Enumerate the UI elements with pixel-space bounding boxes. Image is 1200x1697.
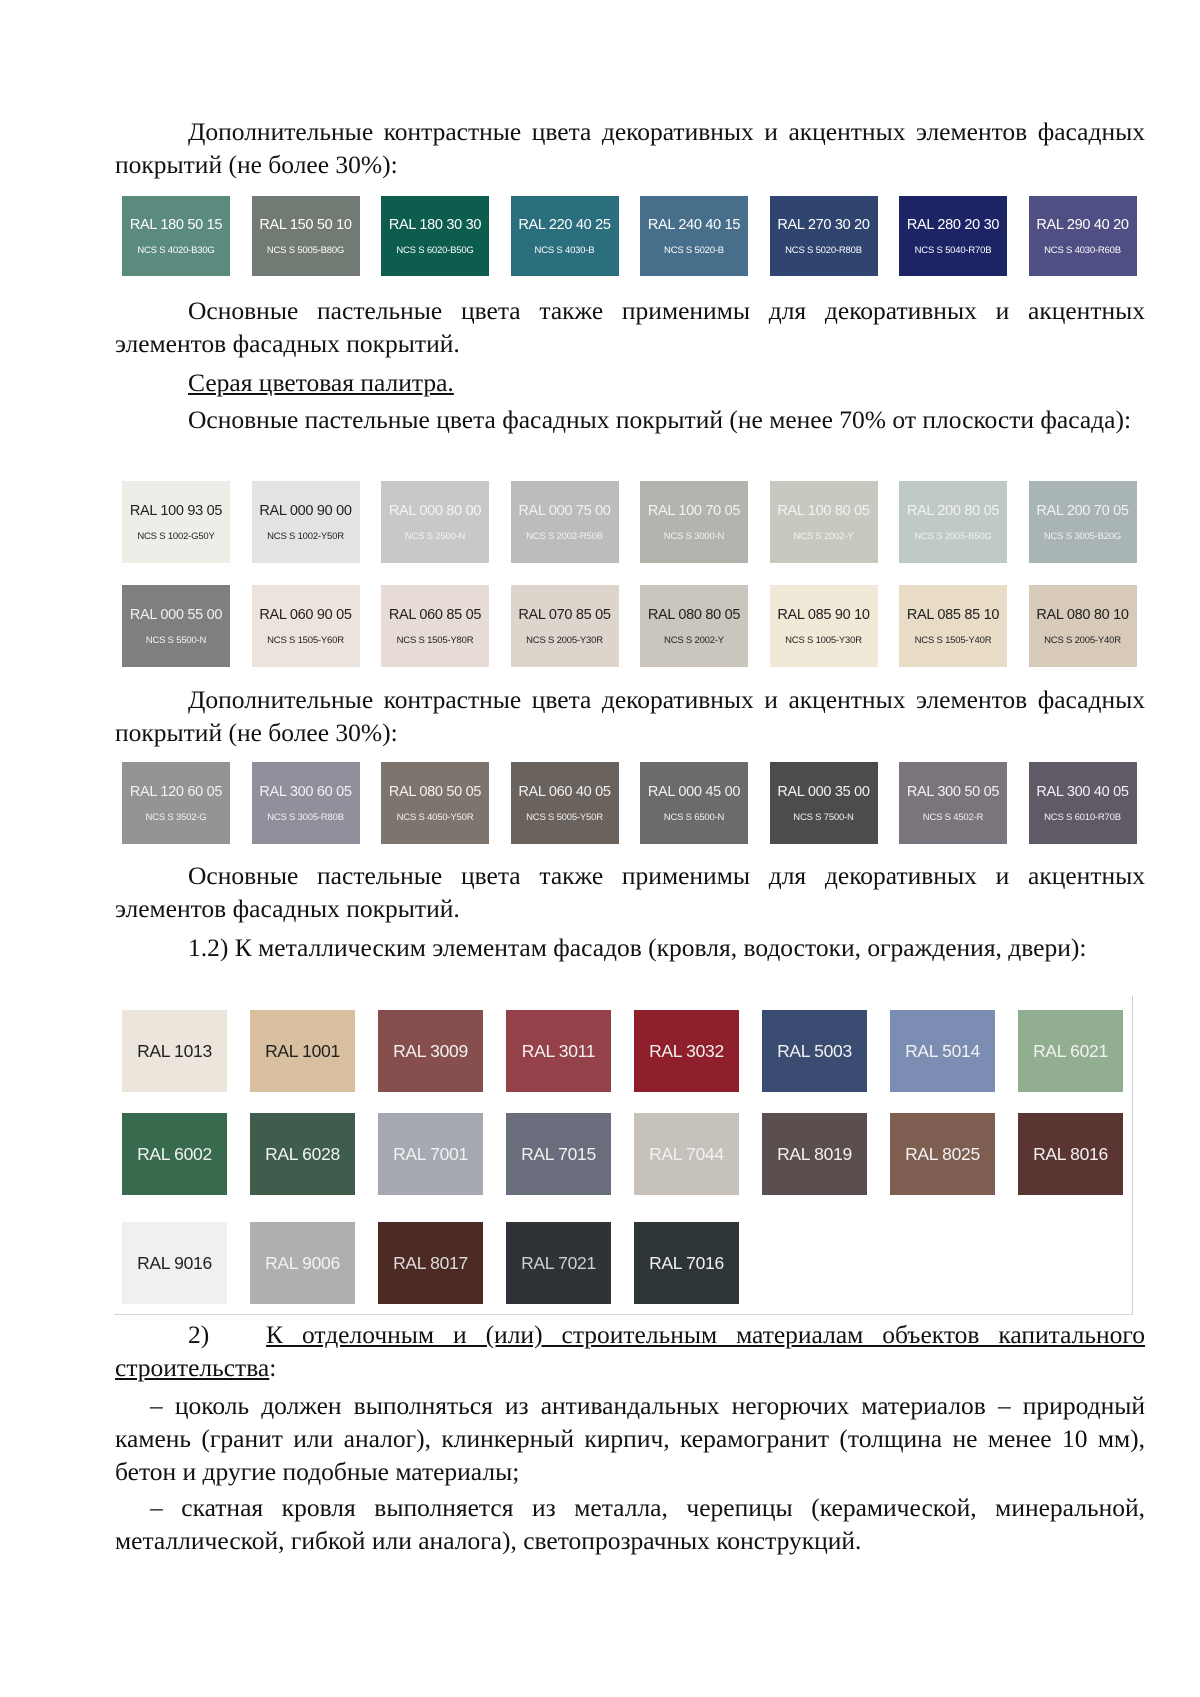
ral-code: RAL 100 80 05 [777, 502, 870, 519]
metal-color-swatch: RAL 8025 [890, 1113, 995, 1195]
color-swatch [899, 481, 1007, 563]
metal-color-swatch: RAL 3011 [506, 1010, 611, 1092]
metal-color-swatch: RAL 9006 [250, 1222, 355, 1304]
ncs-code: NCS S 5020-B [664, 244, 724, 256]
metal-color-swatch: RAL 8016 [1018, 1113, 1123, 1195]
ral-code: RAL 060 40 05 [518, 783, 611, 800]
color-swatch [1029, 585, 1137, 667]
color-swatch [640, 762, 748, 844]
ral-code: RAL 100 70 05 [647, 502, 741, 519]
ral-code: RAL 080 80 05 [647, 606, 741, 623]
metal-color-swatch: RAL 7015 [506, 1113, 611, 1195]
ral-code: RAL 060 85 05 [388, 606, 482, 623]
color-swatch [1029, 196, 1137, 276]
color-swatch [252, 481, 360, 563]
ncs-code: NCS S 5040-R70B [914, 244, 992, 256]
ral-code: RAL 000 75 00 [518, 502, 611, 519]
color-swatch [511, 585, 619, 667]
metal-color-swatch: RAL 9016 [122, 1222, 227, 1304]
color-swatch [511, 762, 619, 844]
color-swatch [770, 196, 878, 276]
ral-code: RAL 280 20 30 [906, 216, 1000, 233]
materials-number: 2) [188, 1320, 210, 1349]
color-swatch [640, 585, 748, 667]
metal-color-swatch: RAL 3032 [634, 1010, 739, 1092]
ral-code: RAL 300 60 05 [259, 783, 352, 800]
metal-color-swatch: RAL 6021 [1018, 1010, 1123, 1092]
ncs-code: NCS S 7500-N [793, 811, 854, 823]
paragraph-accent-colors: Дополнительные контрастные цвета декоративных и акцентных элементов фасадных покрытий (не более 30%): [115, 117, 1145, 179]
metal-color-swatch: RAL 6002 [122, 1113, 227, 1195]
ral-code: RAL 080 50 05 [388, 783, 482, 800]
bullet-plinth: – цоколь должен выполняться из антивандальных негорючих материалов – природный камень (гранит или аналог), клинкерный кирпич, керамогранит (толщина не менее 10 мм), бетон и другие подобные материалы; [115, 1391, 1145, 1486]
bullet-roof: – скатная кровля выполняется из металла, черепицы (керамической, минеральной, металлической, гибкой или аналога), светопрозрачных конструкций. [115, 1493, 1145, 1555]
ncs-code: NCS S 4050-Y50R [396, 811, 474, 823]
metal-color-swatch: RAL 1001 [250, 1010, 355, 1092]
metal-color-swatch: RAL 7001 [378, 1113, 483, 1195]
ral-code: RAL 085 85 10 [906, 606, 1000, 623]
color-swatch [381, 196, 489, 276]
ncs-code: NCS S 6020-B50G [396, 244, 474, 256]
metal-color-swatch: RAL 5014 [890, 1010, 995, 1092]
ncs-code: NCS S 2002-Y [793, 530, 854, 542]
ncs-code: NCS S 3000-N [663, 530, 725, 542]
ncs-code: NCS S 1505-Y40R [914, 634, 992, 646]
color-swatch [122, 196, 230, 276]
ral-code: RAL 200 70 05 [1036, 502, 1129, 519]
ncs-code: NCS S 4030-B [534, 244, 595, 256]
color-swatch [381, 585, 489, 667]
ral-code: RAL 220 40 25 [518, 216, 611, 233]
ncs-code: NCS S 1505-Y60R [267, 634, 344, 646]
metal-color-swatch: RAL 7044 [634, 1113, 739, 1195]
ral-code: RAL 150 50 10 [259, 216, 352, 233]
ral-code: RAL 070 85 05 [518, 606, 611, 623]
paragraph-gray-pastel: Основные пастельные цвета фасадных покрытий (не менее 70% от плоскости фасада): [188, 405, 1132, 434]
color-swatch [899, 762, 1007, 844]
metal-color-swatch: RAL 8019 [762, 1113, 867, 1195]
materials-colon: : [269, 1353, 277, 1382]
metal-color-swatch: RAL 5003 [762, 1010, 867, 1092]
ral-code: RAL 100 93 05 [129, 502, 223, 519]
ral-code: RAL 300 50 05 [906, 783, 1000, 800]
ral-code: RAL 180 50 15 [129, 216, 223, 233]
ncs-code: NCS S 5005-Y50R [526, 811, 603, 823]
ral-code: RAL 120 60 05 [129, 783, 223, 800]
paragraph-materials [115, 1318, 1145, 1384]
ncs-code: NCS S 5005-B80G [266, 244, 345, 256]
paragraph-gray-pastel-applicable: Основные пастельные цвета также применимы для декоративных и акцентных элементов фасадных покрытий. [115, 861, 1145, 923]
ncs-code: NCS S 2005-B50G [914, 530, 992, 542]
ncs-code: NCS S 6500-N [663, 811, 725, 823]
ral-code: RAL 290 40 20 [1036, 216, 1129, 233]
ral-code: RAL 200 80 05 [906, 502, 1000, 519]
ncs-code: NCS S 1002-G50Y [137, 530, 215, 542]
metal-color-swatch: RAL 7021 [506, 1222, 611, 1304]
color-swatch [122, 585, 230, 667]
ncs-code: NCS S 3005-B20G [1043, 530, 1122, 542]
color-swatch [770, 762, 878, 844]
ral-code: RAL 000 55 00 [129, 606, 223, 623]
materials-heading: К отделочным и (или) строительным материалам объектов капитального строительства [115, 1320, 1145, 1382]
color-swatch [381, 762, 489, 844]
paragraph-pastel-applicable: Основные пастельные цвета также применимы для декоративных и акцентных элементов фасадных покрытий. [115, 296, 1145, 358]
ncs-code: NCS S 2005-Y40R [1044, 634, 1121, 646]
ncs-code: NCS S 5020-R80B [785, 244, 862, 256]
ral-code: RAL 000 35 00 [777, 783, 870, 800]
paragraph-gray-accent: Дополнительные контрастные цвета декоративных и акцентных элементов фасадных покрытий (не более 30%): [115, 685, 1145, 747]
ncs-code: NCS S 3502-G [145, 811, 207, 823]
ral-code: RAL 270 30 20 [777, 216, 870, 233]
ncs-code: NCS S 6010-R70B [1044, 811, 1121, 823]
color-swatch [1029, 762, 1137, 844]
ral-code: RAL 080 80 10 [1036, 606, 1129, 623]
color-swatch [770, 585, 878, 667]
ral-code: RAL 085 90 10 [777, 606, 870, 623]
ncs-code: NCS S 5500-N [145, 634, 207, 646]
ral-code: RAL 240 40 15 [647, 216, 741, 233]
ral-code: RAL 060 90 05 [259, 606, 352, 623]
color-swatch [122, 481, 230, 563]
metal-color-swatch: RAL 7016 [634, 1222, 739, 1304]
color-swatch [511, 196, 619, 276]
ral-code: RAL 000 80 00 [388, 502, 482, 519]
color-swatch [770, 481, 878, 563]
ncs-code: NCS S 2002-Y [664, 634, 724, 646]
ncs-code: NCS S 2002-R50B [526, 530, 603, 542]
ncs-code: NCS S 4030-R60B [1044, 244, 1121, 256]
color-swatch [252, 762, 360, 844]
metal-color-swatch: RAL 3009 [378, 1010, 483, 1092]
ral-code: RAL 180 30 30 [388, 216, 482, 233]
ncs-code: NCS S 2500-N [404, 530, 466, 542]
heading-gray-palette: Серая цветовая палитра. [188, 368, 454, 397]
color-swatch [381, 481, 489, 563]
ncs-code: NCS S 4020-B30G [137, 244, 215, 256]
ncs-code: NCS S 4502-R [922, 811, 984, 823]
color-swatch [252, 196, 360, 276]
ncs-code: NCS S 1005-Y30R [785, 634, 862, 646]
color-swatch [122, 762, 230, 844]
ncs-code: NCS S 3005-R80B [267, 811, 344, 823]
color-swatch [1029, 481, 1137, 563]
metal-color-swatch: RAL 1013 [122, 1010, 227, 1092]
ncs-code: NCS S 1002-Y50R [267, 530, 344, 542]
color-swatch [899, 196, 1007, 276]
ral-code: RAL 300 40 05 [1036, 783, 1129, 800]
ral-code: RAL 000 90 00 [259, 502, 352, 519]
ncs-code: NCS S 2005-Y30R [526, 634, 603, 646]
ncs-code: NCS S 1505-Y80R [396, 634, 474, 646]
color-swatch [899, 585, 1007, 667]
metal-color-swatch: RAL 8017 [378, 1222, 483, 1304]
color-swatch [640, 196, 748, 276]
metal-color-swatch: RAL 6028 [250, 1113, 355, 1195]
paragraph-metal-elements: 1.2) К металлическим элементам фасадов (кровля, водостоки, ограждения, двери): [188, 933, 1087, 962]
color-swatch [640, 481, 748, 563]
color-swatch [252, 585, 360, 667]
color-swatch [511, 481, 619, 563]
ral-code: RAL 000 45 00 [647, 783, 741, 800]
